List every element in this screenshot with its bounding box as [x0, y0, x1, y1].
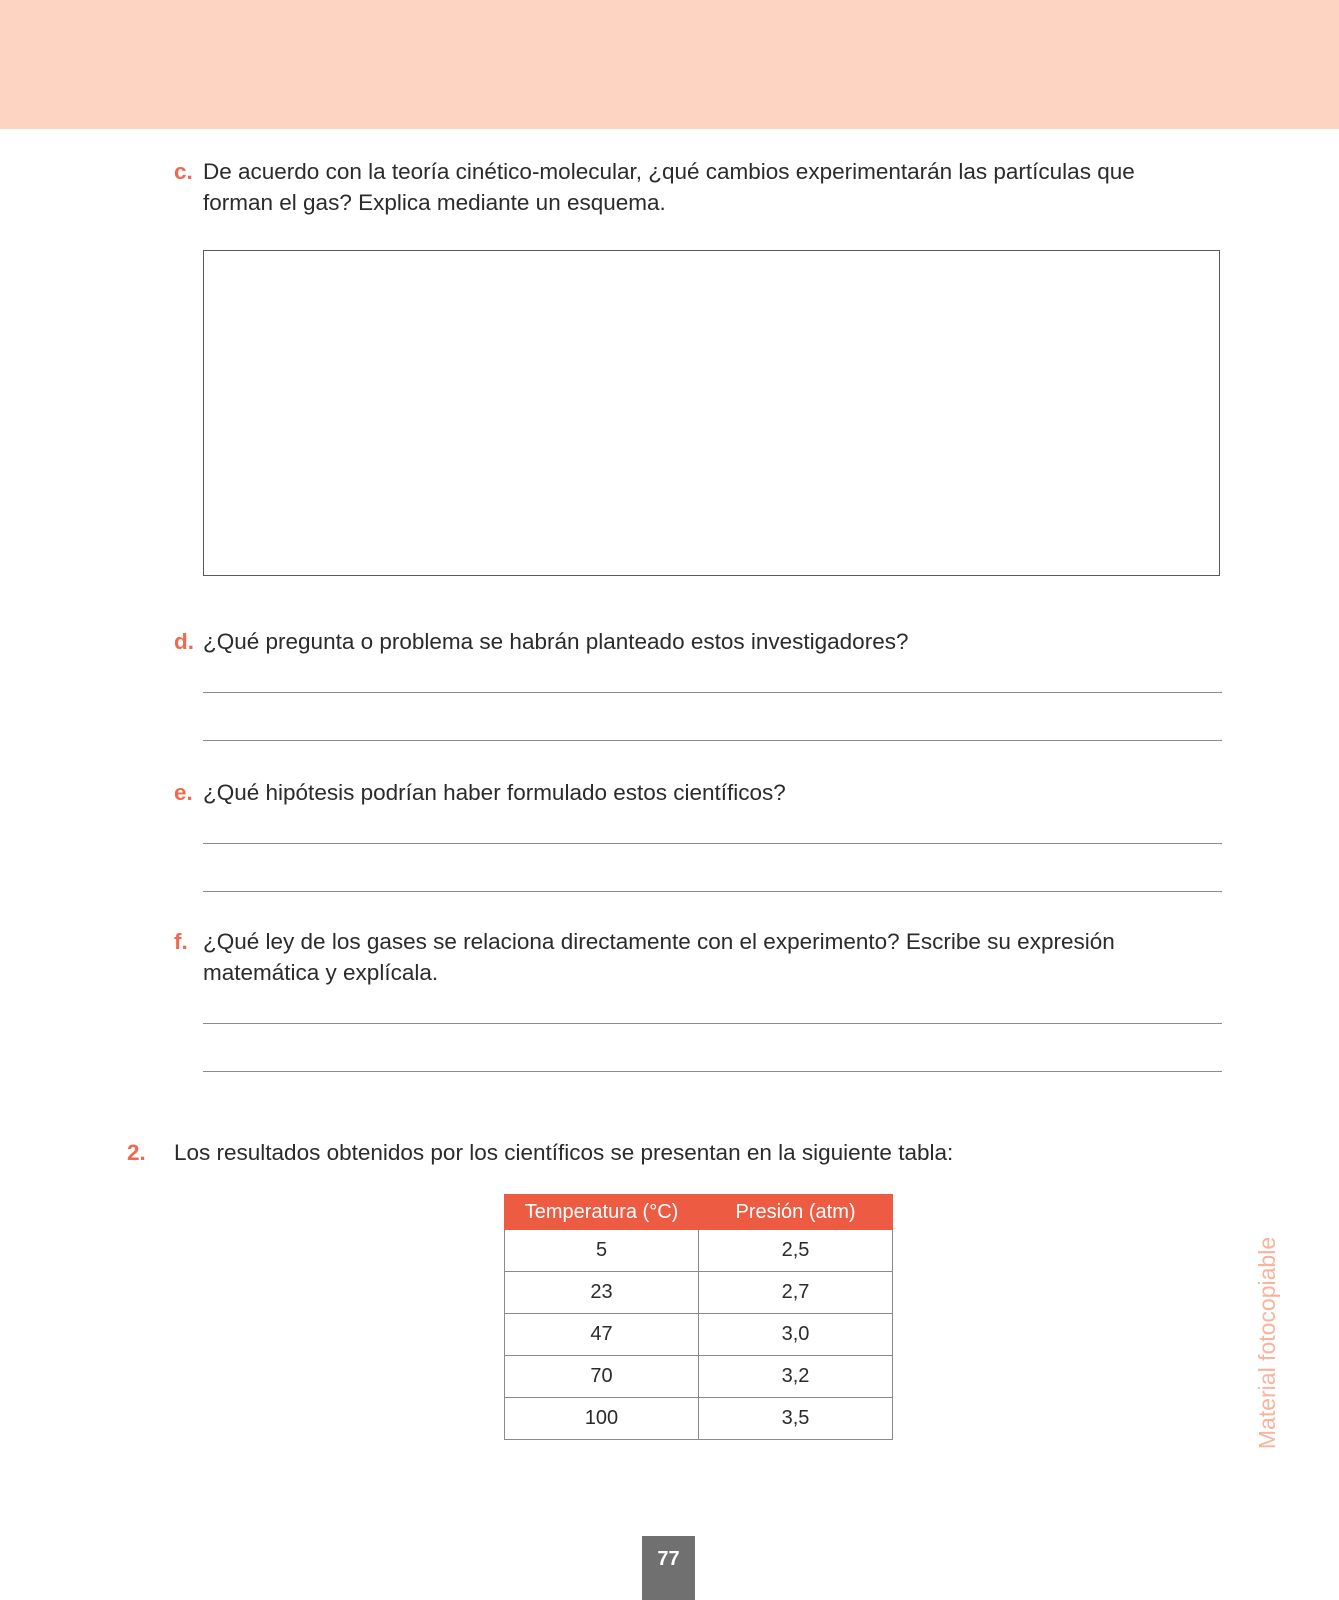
table-row: [505, 1398, 893, 1440]
question-text: ¿Qué ley de los gases se relaciona directamente con el experimento? Escribe su expresión matemática y explícala.: [203, 929, 1115, 985]
table-row: [505, 1272, 893, 1314]
drawing-answer-box[interactable]: [203, 250, 1220, 576]
page-number: 77: [642, 1536, 695, 1600]
temperature-cell: 100: [505, 1398, 699, 1440]
pressure-cell: 2,7: [699, 1272, 893, 1314]
question-text: ¿Qué hipótesis podrían haber formulado estos científicos?: [203, 780, 786, 805]
answer-line[interactable]: [203, 692, 1222, 693]
column-header-temperature: Temperatura (°C): [505, 1195, 699, 1230]
temperature-cell: 47: [505, 1314, 699, 1356]
header-band: [0, 0, 1339, 129]
table-row: [505, 1356, 893, 1398]
answer-line[interactable]: [203, 891, 1222, 892]
table-row: [505, 1314, 893, 1356]
answer-line[interactable]: [203, 1023, 1222, 1024]
table-row: [505, 1230, 893, 1272]
temperature-cell: 70: [505, 1356, 699, 1398]
column-header-pressure: Presión (atm): [699, 1195, 893, 1230]
results-table: [504, 1194, 893, 1440]
question-text: De acuerdo con la teoría cinético-molecular, ¿qué cambios experimentarán las partículas que forman el gas? Explica mediante un esquema.: [203, 159, 1135, 215]
answer-line[interactable]: [203, 1071, 1222, 1072]
temperature-cell: 5: [505, 1230, 699, 1272]
question-number: 2.: [127, 1140, 146, 1165]
question-letter: e.: [174, 780, 193, 805]
question-text: Los resultados obtenidos por los científicos se presentan en la siguiente tabla:: [174, 1140, 954, 1165]
pressure-cell: 3,5: [699, 1398, 893, 1440]
temperature-cell: 23: [505, 1272, 699, 1314]
pressure-cell: 2,5: [699, 1230, 893, 1272]
pressure-cell: 3,2: [699, 1356, 893, 1398]
pressure-cell: 3,0: [699, 1314, 893, 1356]
answer-line[interactable]: [203, 843, 1222, 844]
question-letter: c.: [174, 159, 193, 184]
question-text: ¿Qué pregunta o problema se habrán planteado estos investigadores?: [203, 629, 909, 654]
question-letter: f.: [174, 929, 188, 954]
side-label: Material fotocopiable: [1254, 1236, 1280, 1450]
question-letter: d.: [174, 629, 194, 654]
answer-line[interactable]: [203, 740, 1222, 741]
table-header-row: [505, 1195, 893, 1230]
